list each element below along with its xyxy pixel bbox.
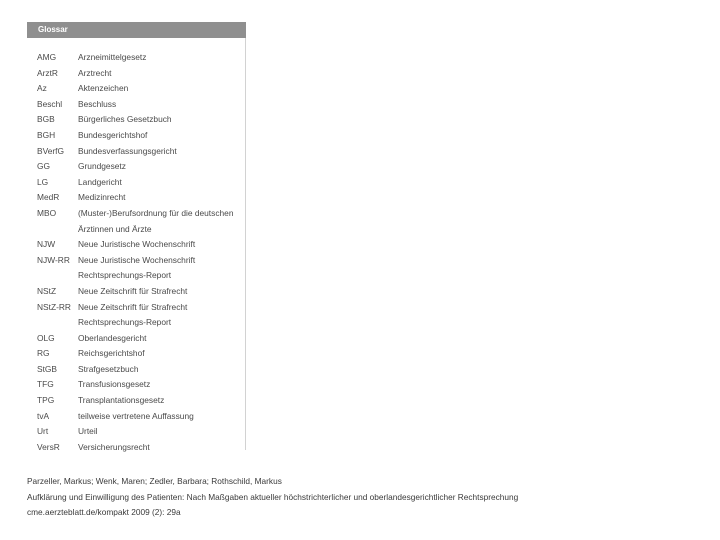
glossary-abbreviation: NStZ [37,285,57,296]
glossary-abbreviation: Beschl [37,98,63,109]
glossary-panel [27,22,246,450]
glossary-entry [37,237,240,253]
glossary-definition: Neue Zeitschrift für Strafrecht Rechtsprechungs-Report [78,301,188,328]
glossary-abbreviation: TPG [37,395,55,406]
glossary-abbreviation: OLG [37,332,55,343]
glossary-entry [37,206,240,237]
glossary-entry [37,190,240,206]
glossary-definition: teilweise vertretene Auffassung [78,410,194,421]
glossary-definition: Neue Juristische Wochenschrift Rechtsprechungs-Report [78,254,196,281]
glossary-abbreviation: StGB [37,363,58,374]
glossary-entry [37,66,240,82]
glossary-entry [37,128,240,144]
glossary-title: Glossar [27,22,246,38]
glossary-entry [37,424,240,440]
glossary-abbreviation: RG [37,348,50,359]
caption-source: cme.aerzteblatt.de/kompakt 2009 (2): 29a [27,507,181,517]
caption-authors: Parzeller, Markus; Wenk, Maren; Zedler, Barbara; Rothschild, Markus [27,476,282,486]
glossary-definition: Oberlandesgericht [78,332,147,343]
glossary-definition: Arzneimittelgesetz [78,52,147,62]
glossary-definition: Medizinrecht [78,192,126,203]
glossary-abbreviation: TFG [37,379,54,390]
glossary-abbreviation: LG [37,176,49,187]
glossary-abbreviation: Az [37,83,47,94]
glossary-definition: Beschluss [78,98,117,109]
glossary-definition: (Muster-)Berufsordnung für die deutschen Ärztinnen und Ärzte [78,207,234,234]
glossary-entry [37,81,240,97]
glossary-definition: Bürgerliches Gesetzbuch [78,114,172,125]
glossary-list [37,50,240,455]
glossary-entry [37,159,240,175]
glossary-entry [37,393,240,409]
glossary-entry [37,112,240,128]
glossary-definition: Versicherungsrecht [78,441,150,452]
glossary-definition: Bundesverfassungsgericht [78,145,177,156]
glossary-abbreviation: VersR [37,441,60,452]
glossary-abbreviation: tvA [37,410,50,421]
glossary-definition: Urteil [78,426,98,437]
glossary-definition: Neue Juristische Wochenschrift [78,239,196,250]
glossary-entry [37,50,240,66]
glossary-definition: Transfusionsgesetz [78,379,151,390]
glossary-definition: Aktenzeichen [78,83,129,94]
caption [27,474,707,521]
glossary-abbreviation: NJW [37,239,56,250]
glossary-abbreviation: MBO [37,207,57,218]
glossary-definition: Arztrecht [78,67,112,78]
glossary-abbreviation: BGH [37,129,56,140]
glossary-definition: Strafgesetzbuch [78,363,139,374]
glossary-entry [37,97,240,113]
glossary-definition: Transplantationsgesetz [78,395,165,406]
caption-title: Aufklärung und Einwilligung des Patienten: Nach Maßgaben aktueller höchstrichterlicher und oberlandesgerichtlicher Rechtsprechung [27,491,519,502]
glossary-definition: Bundesgerichtshof [78,129,148,140]
glossary-abbreviation: NJW-RR [37,254,70,265]
glossary-entry [37,440,240,456]
glossary-abbreviation: GG [37,161,51,172]
glossary-entry [37,331,240,347]
glossary-entry [37,284,240,300]
glossary-abbreviation: NStZ-RR [37,301,71,312]
glossary-definition: Landgericht [78,176,122,187]
glossary-entry [37,175,240,191]
glossary-entry [37,144,240,160]
glossary-abbreviation: MedR [37,192,60,203]
glossary-abbreviation: ArztR [37,67,58,78]
panel-divider [245,38,246,450]
glossary-abbreviation: AMG [37,52,57,62]
glossary-definition: Neue Zeitschrift für Strafrecht [78,285,188,296]
glossary-abbreviation: BGB [37,114,55,125]
glossary-entry [37,346,240,362]
glossary-entry [37,300,240,331]
glossary-entry [37,253,240,284]
glossary-definition: Grundgesetz [78,161,126,172]
glossary-abbreviation: BVerfG [37,145,64,156]
glossary-definition: Reichsgerichtshof [78,348,145,359]
glossary-abbreviation: Urt [37,426,49,437]
glossary-entry [37,377,240,393]
glossary-entry [37,409,240,425]
glossary-entry [37,362,240,378]
